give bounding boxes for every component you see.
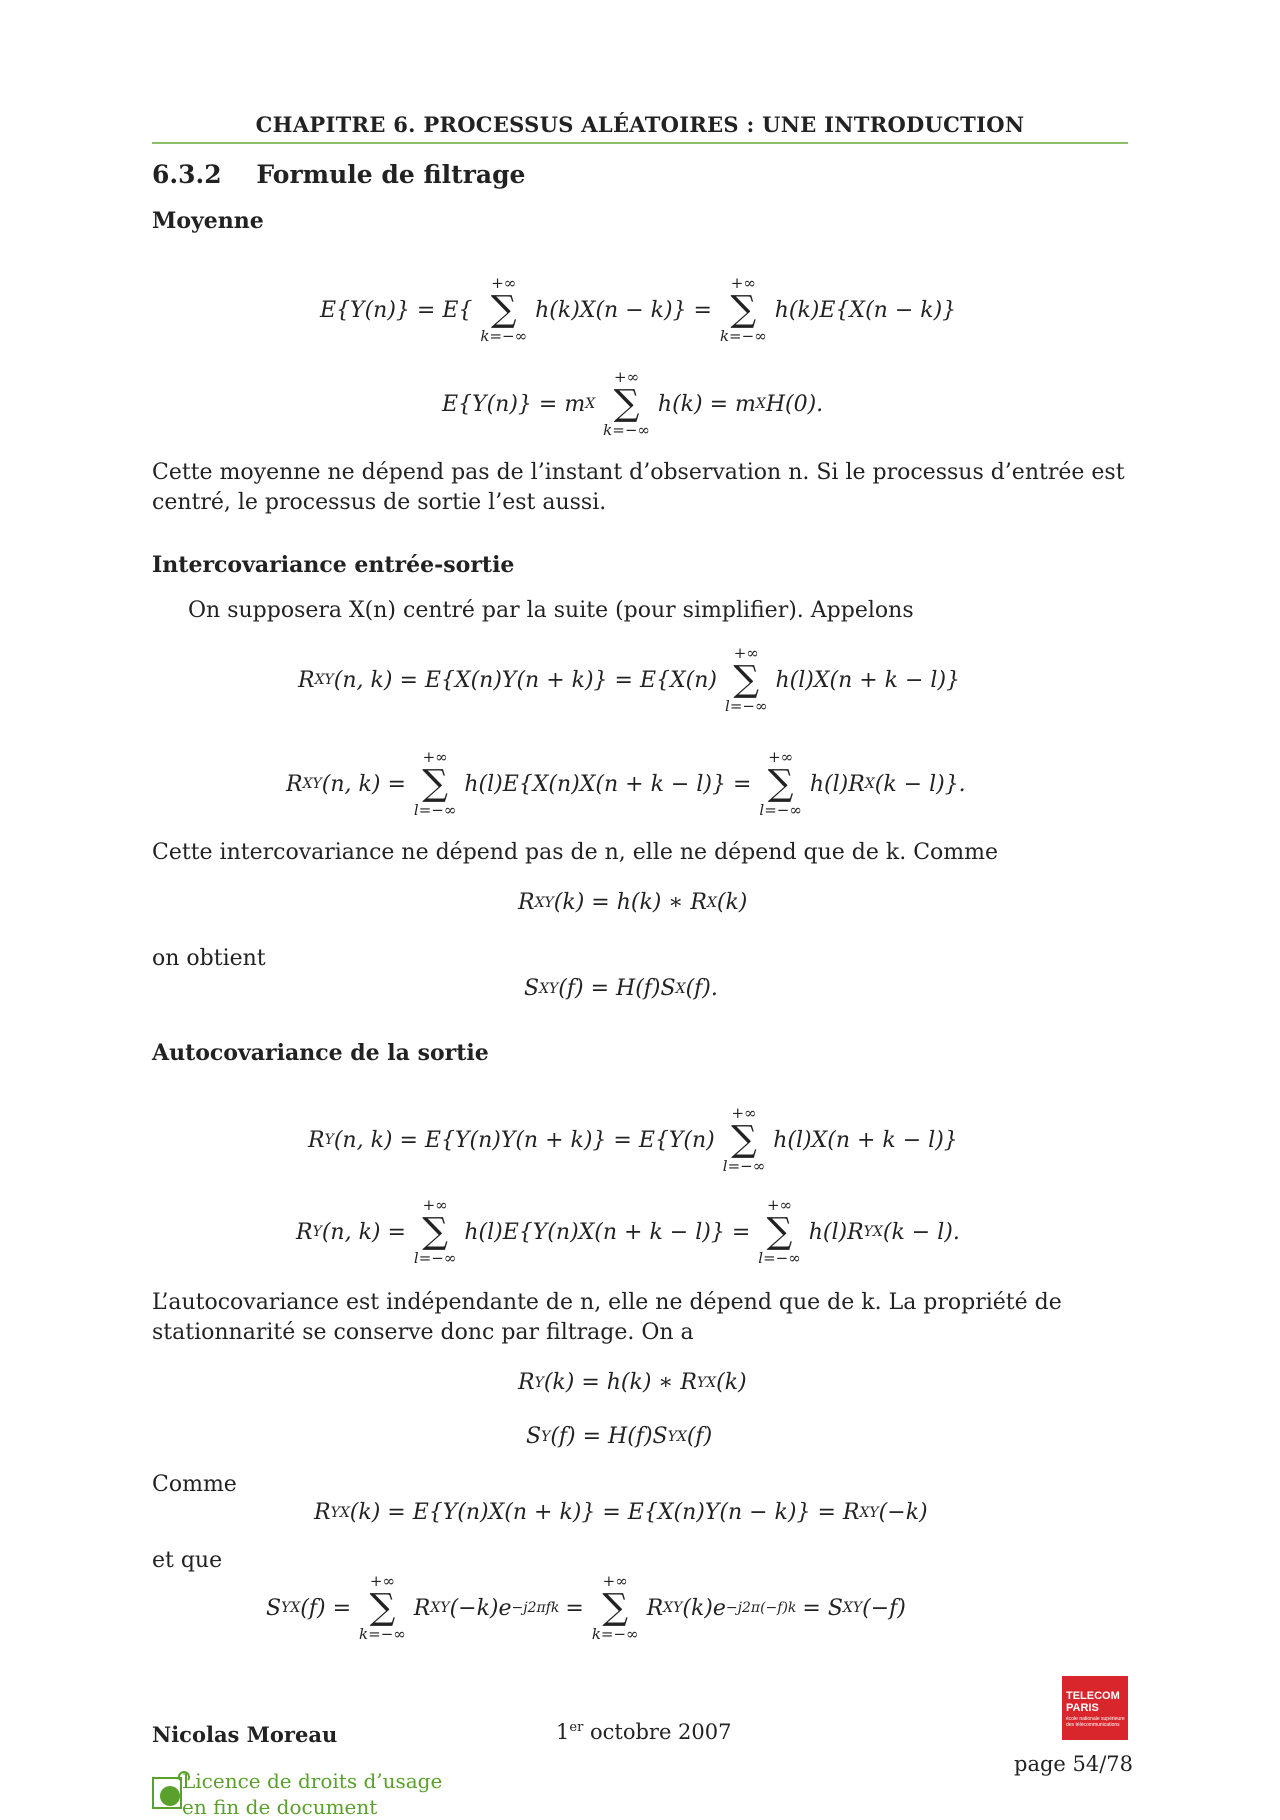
paragraph-intercov-note: Cette intercovariance ne dépend pas de n, elle ne dépend que de k. Comme: [152, 840, 999, 865]
sum-symbol: +∞ ∑ l=−∞: [758, 1196, 801, 1267]
paragraph-et-que: et que: [152, 1548, 223, 1573]
equation-convolution-xy: R XY (k) = h(k) ∗ R X (k): [518, 890, 748, 915]
telecom-paris-logo: TELECOM PARIS école nationale supérieure des télécommunications: [1062, 1676, 1128, 1740]
footer-author: Nicolas Moreau: [152, 1722, 338, 1747]
paragraph-autocov: L’autocovariance est indépendante de n, elle ne dépend que de k. La propriété de stationnarité se conserve donc par filtrage. On a: [152, 1290, 1062, 1345]
equation-ryx: R YX (k) = E{Y(n)X(n + k)} = E{X(n)Y(n − k)} = R XY (−k): [314, 1500, 928, 1525]
running-header: CHAPITRE 6. PROCESSUS ALÉATOIRES : UNE INTRODUCTION: [255, 112, 1025, 137]
footer-page-number: page 54/78: [1014, 1752, 1134, 1776]
equation-autocov-2: R Y (n, k) = +∞ ∑ l=−∞ h(l)E{Y(n)X(n + k − l)} = +∞ ∑ l=−∞ h(l)R YX (k − l).: [296, 1196, 960, 1267]
equation-convolution-y: R Y (k) = h(k) ∗ R YX (k): [518, 1370, 747, 1395]
eq-text: h(k)X(n − k)} =: [535, 297, 712, 323]
sum-symbol: +∞ ∑ l=−∞: [759, 748, 802, 819]
equation-mean-2: E{Y(n)} = m X +∞ ∑ k=−∞ h(k) = m X H(0).: [442, 368, 824, 439]
section-heading: [152, 160, 525, 189]
header-rule: [152, 142, 1128, 144]
paragraph-mean: Cette moyenne ne dépend pas de l’instant d’observation n. Si le processus d’entrée est centré, le processus de sortie l’est aussi.: [152, 460, 1125, 515]
sum-symbol: +∞ ∑ k=−∞: [603, 368, 650, 439]
sum-symbol: +∞ ∑ l=−∞: [725, 644, 768, 715]
paragraph-intercov-intro: On supposera X(n) centré par la suite (pour simplifier). Appelons: [188, 598, 914, 623]
subheading-moyenne: Moyenne: [152, 208, 264, 234]
sum-symbol: +∞ ∑ k=−∞: [591, 1572, 639, 1643]
equation-autocov-1: R Y (n, k) = E{Y(n)Y(n + k)} = E{Y(n) +∞ ∑ l=−∞ h(l)X(n + k − l)}: [308, 1104, 958, 1175]
eq-text: E{Y(n)} = E{: [320, 297, 473, 323]
sum-symbol: +∞ ∑ l=−∞: [413, 748, 457, 819]
subheading-autocovariance: Autocovariance de la sortie: [152, 1040, 489, 1066]
equation-spectrum-y: S Y (f) = H(f)S YX (f): [526, 1424, 713, 1449]
sum-symbol: +∞ ∑ k=−∞: [359, 1572, 406, 1643]
eq-text: h(k)E{X(n − k)}: [774, 297, 957, 323]
section-title: Formule de filtrage: [256, 160, 526, 189]
sum-symbol: +∞ ∑ l=−∞: [722, 1104, 766, 1175]
equation-mean-1: [320, 276, 956, 344]
equation-intercov-2: R XY (n, k) = +∞ ∑ l=−∞ h(l)E{X(n)X(n + k − l)} = +∞ ∑ l=−∞ h(l)R X (k − l)}.: [286, 748, 966, 819]
paragraph-on-obtient: on obtient: [152, 946, 266, 971]
sum-symbol: +∞ ∑ l=−∞: [413, 1196, 457, 1267]
equation-spectrum-xy: S XY (f) = H(f)S X (f).: [524, 976, 718, 1001]
paragraph-comme: Comme: [152, 1472, 237, 1497]
equation-intercov-1: R XY (n, k) = E{X(n)Y(n + k)} = E{X(n) +∞ ∑ l=−∞ h(l)X(n + k − l)}: [298, 644, 961, 715]
sum-symbol: +∞ ∑ k=−∞: [719, 274, 767, 345]
sum-symbol: +∞ ∑ k=−∞: [480, 274, 528, 345]
licence-link[interactable]: Licence de droits d’usage en fin de document: [182, 1769, 443, 1819]
footer-date: 1er octobre 2007: [556, 1720, 732, 1744]
equation-syx: S YX (f) = +∞ ∑ k=−∞ R XY (−k)e −j2πfk = +∞ ∑ k=−∞ R XY (k)e −j2π(−f)k = S XY (−f): [266, 1572, 906, 1643]
subheading-intercovariance: Intercovariance entrée-sortie: [152, 552, 515, 578]
section-number: 6.3.2: [152, 160, 222, 189]
